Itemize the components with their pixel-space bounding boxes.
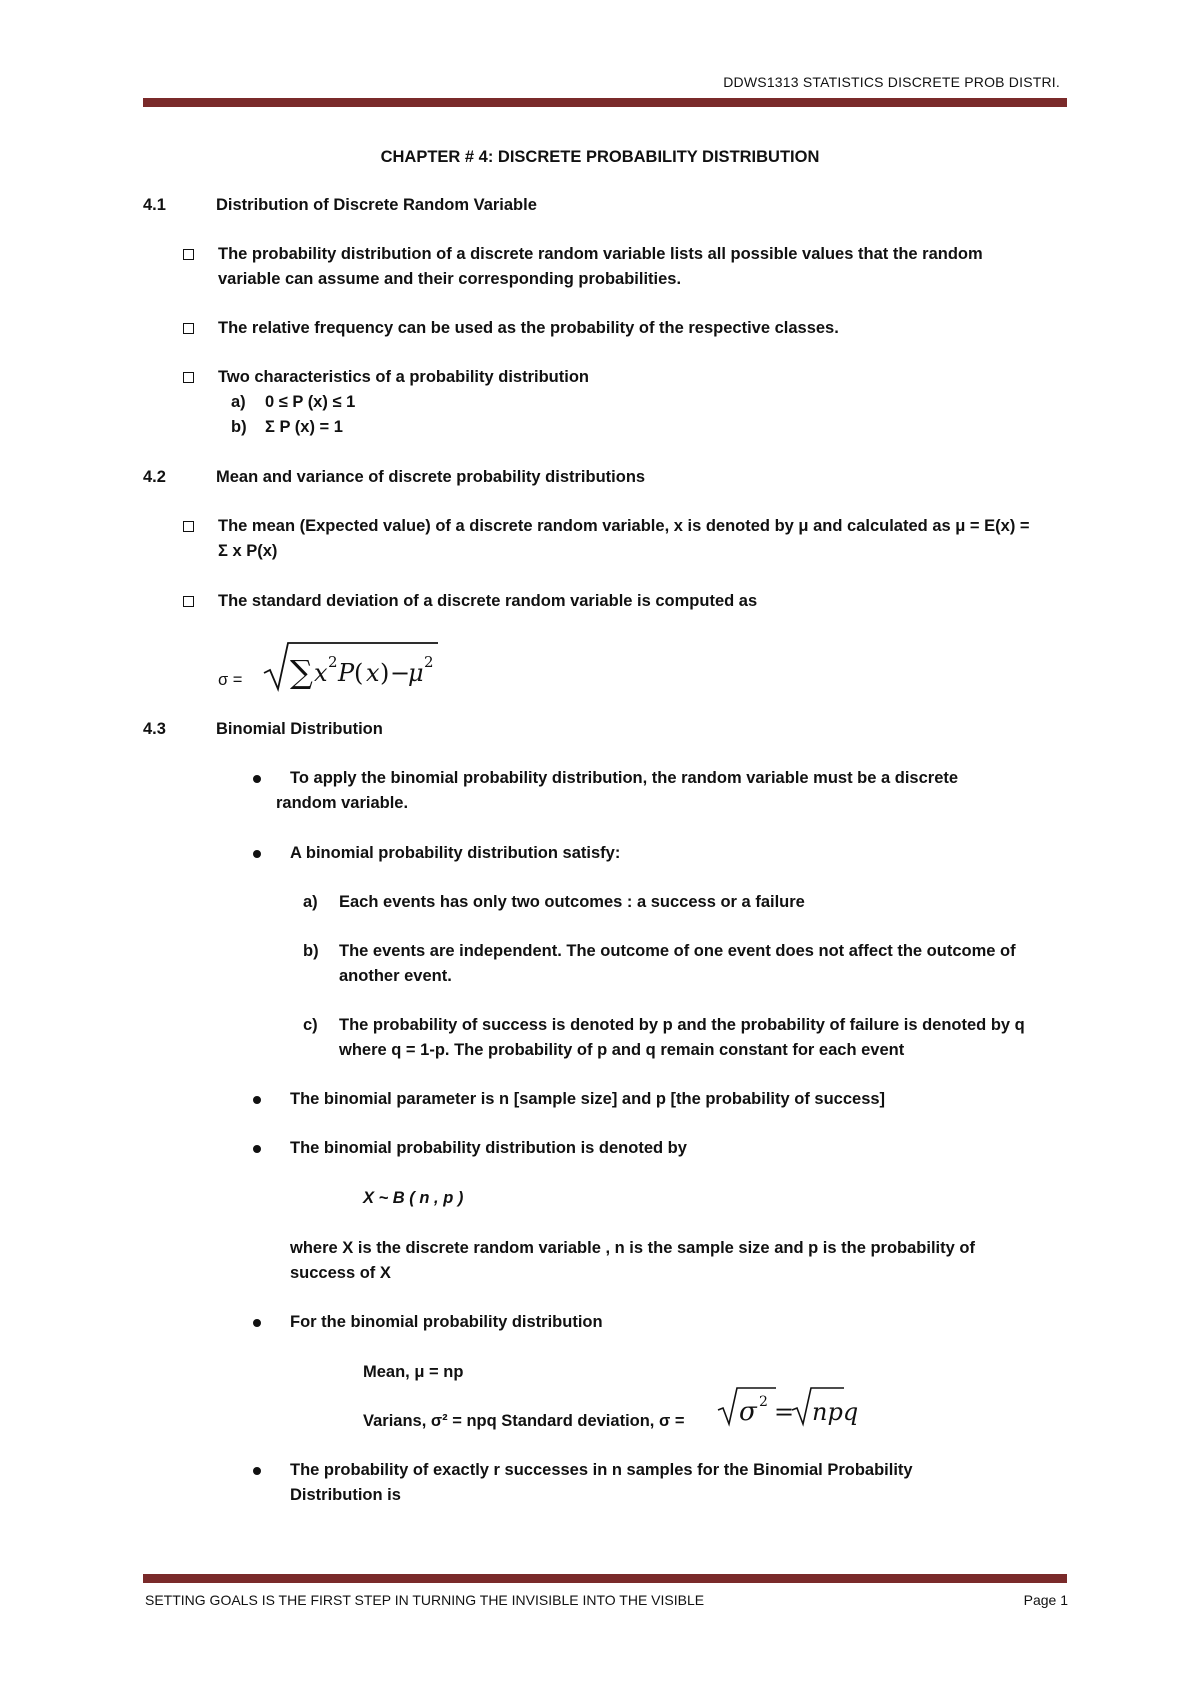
bullet-text: The probability of exactly r successes in n samples for the Binomial Probability bbox=[290, 1461, 913, 1479]
bullet-text: The standard deviation of a discrete random variable is computed as bbox=[218, 592, 758, 610]
svg-text:2: 2 bbox=[328, 653, 338, 671]
variance-line: Varians, σ² = npq Standard deviation, σ = bbox=[363, 1412, 685, 1430]
sigma-label: σ = bbox=[218, 671, 243, 689]
checkbox-bullet-icon bbox=[183, 521, 194, 532]
list-label: a) bbox=[303, 893, 318, 911]
sd-formula bbox=[716, 1384, 859, 1430]
where-text: success of X bbox=[290, 1264, 391, 1282]
svg-text:P: P bbox=[338, 659, 355, 687]
bullet-text: The probability distribution of a discrete random variable lists all possible values that the random bbox=[218, 245, 983, 263]
bullet-text: The relative frequency can be used as the probability of the respective classes. bbox=[218, 319, 839, 337]
list-label: b) bbox=[303, 942, 319, 960]
checkbox-bullet-icon bbox=[183, 372, 194, 383]
bullet-text: To apply the binomial probability distribution, the random variable must be a discrete bbox=[290, 769, 959, 787]
section-number: 4.2 bbox=[143, 468, 166, 486]
svg-text:): ) bbox=[380, 659, 390, 687]
svg-text:μ: μ bbox=[408, 659, 424, 687]
where-text: where X is the discrete random variable , n is the sample size and p is the probability of bbox=[290, 1239, 975, 1257]
svg-text:x: x bbox=[366, 659, 380, 687]
std-deviation-formula bbox=[262, 637, 442, 693]
list-label: a) bbox=[231, 393, 246, 411]
footer-motto: SETTING GOALS IS THE FIRST STEP IN TURNING THE INVISIBLE INTO THE VISIBLE bbox=[145, 1592, 705, 1608]
svg-text:(: ( bbox=[354, 659, 364, 687]
bullet-text: Σ x P(x) bbox=[218, 542, 278, 560]
bullet-text: Distribution is bbox=[290, 1486, 401, 1504]
bullet-text: The binomial parameter is n [sample size] and p [the probability of success] bbox=[290, 1090, 886, 1108]
section-title: Distribution of Discrete Random Variable bbox=[216, 196, 537, 214]
bullet-dot-icon bbox=[253, 775, 261, 783]
mean-line: Mean, μ = np bbox=[363, 1363, 464, 1381]
list-text: The events are independent. The outcome of one event does not affect the outcome of bbox=[339, 942, 1016, 960]
list-text: Σ P (x) = 1 bbox=[265, 418, 343, 436]
bullet-text: The binomial probability distribution is denoted by bbox=[290, 1139, 687, 1157]
bullet-text: A binomial probability distribution satisfy: bbox=[290, 844, 621, 862]
bullet-text: For the binomial probability distribution bbox=[290, 1313, 603, 1331]
list-text: where q = 1-p. The probability of p and q remain constant for each event bbox=[339, 1041, 905, 1059]
svg-text:σ: σ bbox=[739, 1397, 757, 1427]
bullet-text: variable can assume and their corresponding probabilities. bbox=[218, 270, 682, 288]
list-text: another event. bbox=[339, 967, 452, 985]
section-title: Binomial Distribution bbox=[216, 720, 383, 738]
section-number: 4.3 bbox=[143, 720, 166, 738]
footer-rule bbox=[143, 1574, 1067, 1583]
list-text: Each events has only two outcomes : a success or a failure bbox=[339, 893, 805, 911]
svg-text:2: 2 bbox=[759, 1394, 768, 1410]
page-number: Page 1 bbox=[1023, 1592, 1068, 1608]
sum-symbol: ∑ bbox=[290, 653, 313, 691]
bullet-dot-icon bbox=[253, 1467, 261, 1475]
svg-text:x: x bbox=[314, 659, 328, 687]
svg-text:=: = bbox=[774, 1398, 795, 1426]
svg-text:npq: npq bbox=[812, 1398, 859, 1426]
checkbox-bullet-icon bbox=[183, 596, 194, 607]
binomial-notation: X ~ B ( n , p ) bbox=[363, 1189, 464, 1207]
svg-text:−: − bbox=[390, 659, 411, 687]
bullet-dot-icon bbox=[253, 850, 261, 858]
checkbox-bullet-icon bbox=[183, 323, 194, 334]
section-number: 4.1 bbox=[143, 196, 166, 214]
header-rule bbox=[143, 98, 1067, 107]
list-label: c) bbox=[303, 1016, 318, 1034]
list-label: b) bbox=[231, 418, 247, 436]
bullet-text: The mean (Expected value) of a discrete random variable, x is denoted by μ and calculated as μ = E(x) = bbox=[218, 517, 1030, 535]
bullet-text: random variable. bbox=[276, 794, 409, 812]
bullet-text: Two characteristics of a probability distribution bbox=[218, 368, 590, 386]
section-title: Mean and variance of discrete probability distributions bbox=[216, 468, 646, 486]
svg-text:2: 2 bbox=[424, 653, 434, 671]
list-text: The probability of success is denoted by p and the probability of failure is denoted by q bbox=[339, 1016, 1025, 1034]
list-text: 0 ≤ P (x) ≤ 1 bbox=[265, 393, 356, 411]
bullet-dot-icon bbox=[253, 1145, 261, 1153]
header-title: DDWS1313 STATISTICS DISCRETE PROB DISTRI. bbox=[723, 74, 1060, 90]
bullet-dot-icon bbox=[253, 1319, 261, 1327]
bullet-dot-icon bbox=[253, 1096, 261, 1104]
chapter-title: CHAPTER # 4: DISCRETE PROBABILITY DISTRIBUTION bbox=[380, 148, 820, 166]
checkbox-bullet-icon bbox=[183, 249, 194, 260]
